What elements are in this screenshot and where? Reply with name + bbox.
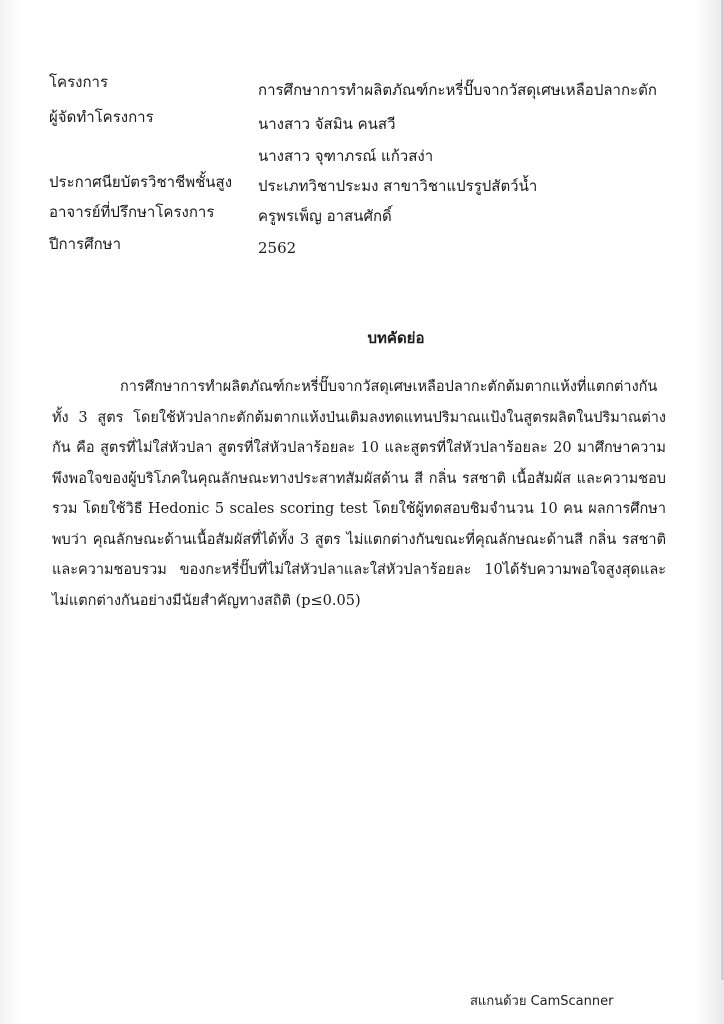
certificate-label: ประกาศนียบัตรวิชาชีพชั้นสูง [49, 173, 233, 191]
camscanner-watermark: สแกนด้วย CamScanner [470, 994, 614, 1009]
year-value: 2562 [258, 239, 297, 257]
author-1: นางสาว จัสมิน คนสวี [258, 115, 396, 133]
certificate-value: ประเภทวิชาประมง สาขาวิชาแปรรูปสัตว์น้ำ [258, 177, 538, 195]
abstract-heading: บทคัดย่อ [367, 329, 425, 347]
year-label: ปีการศึกษา [49, 235, 121, 253]
abstract-body: การศึกษาการทำผลิตภัณฑ์กะหรี่ปั๊บจากวัสดุเศษเหลือปลากะตักต้มตากแห้งที่แตกต่างกันทั้ง 3 สูตร โดยใช้หัวปลากะตักต้มตากแห้งป่นเติมลงทดแทนปริมาณแป้งในสูตรผลิตในปริมาณต่างกัน คือ สูตรที่ไม่ใส่หัวปลา สูตรที่ใส่หัวปลาร้อยละ 10 และสูตรที่ใส่หัวปลาร้อยละ 20 มาศึกษาความพึงพอใจของผู้บริโภคในคุณลักษณะทางประสาทสัมผัสด้าน สี กลิ่น รสชาติ เนื้อสัมผัส และความชอบรวม โดยใช้วิธี Hedonic 5 scales scoring test โดยใช้ผู้ทดสอบชิมจำนวน 10 คน ผลการศึกษา พบว่า คุณลักษณะด้านเนื้อสัมผัสที่ได้ทั้ง 3 สูตร ไม่แตกต่างกันขณะที่คุณลักษณะด้านสี กลิ่น รสชาติ และความชอบรวม ของกะหรี่ปั๊บที่ไม่ใส่หัวปลาและใส่หัวปลาร้อยละ 10ได้รับความพอใจสูงสุดและไม่แตกต่างกันอย่างมีนัยสำคัญทางสถิติ (p≤0.05) [52, 379, 666, 609]
project-label: โครงการ [49, 73, 109, 91]
project-title: การศึกษาการทำผลิตภัณฑ์กะหรี่ปั๊บจากวัสดุเศษเหลือปลากะตัก [258, 81, 657, 99]
advisor-name: ครูพรเพ็ญ อาสนศักดิ์ [258, 207, 392, 225]
author-2: นางสาว จุฑาภรณ์ แก้วสง่า [258, 147, 434, 165]
advisor-label: อาจารย์ที่ปรึกษาโครงการ [49, 203, 215, 221]
authors-label: ผู้จัดทำโครงการ [49, 108, 154, 126]
